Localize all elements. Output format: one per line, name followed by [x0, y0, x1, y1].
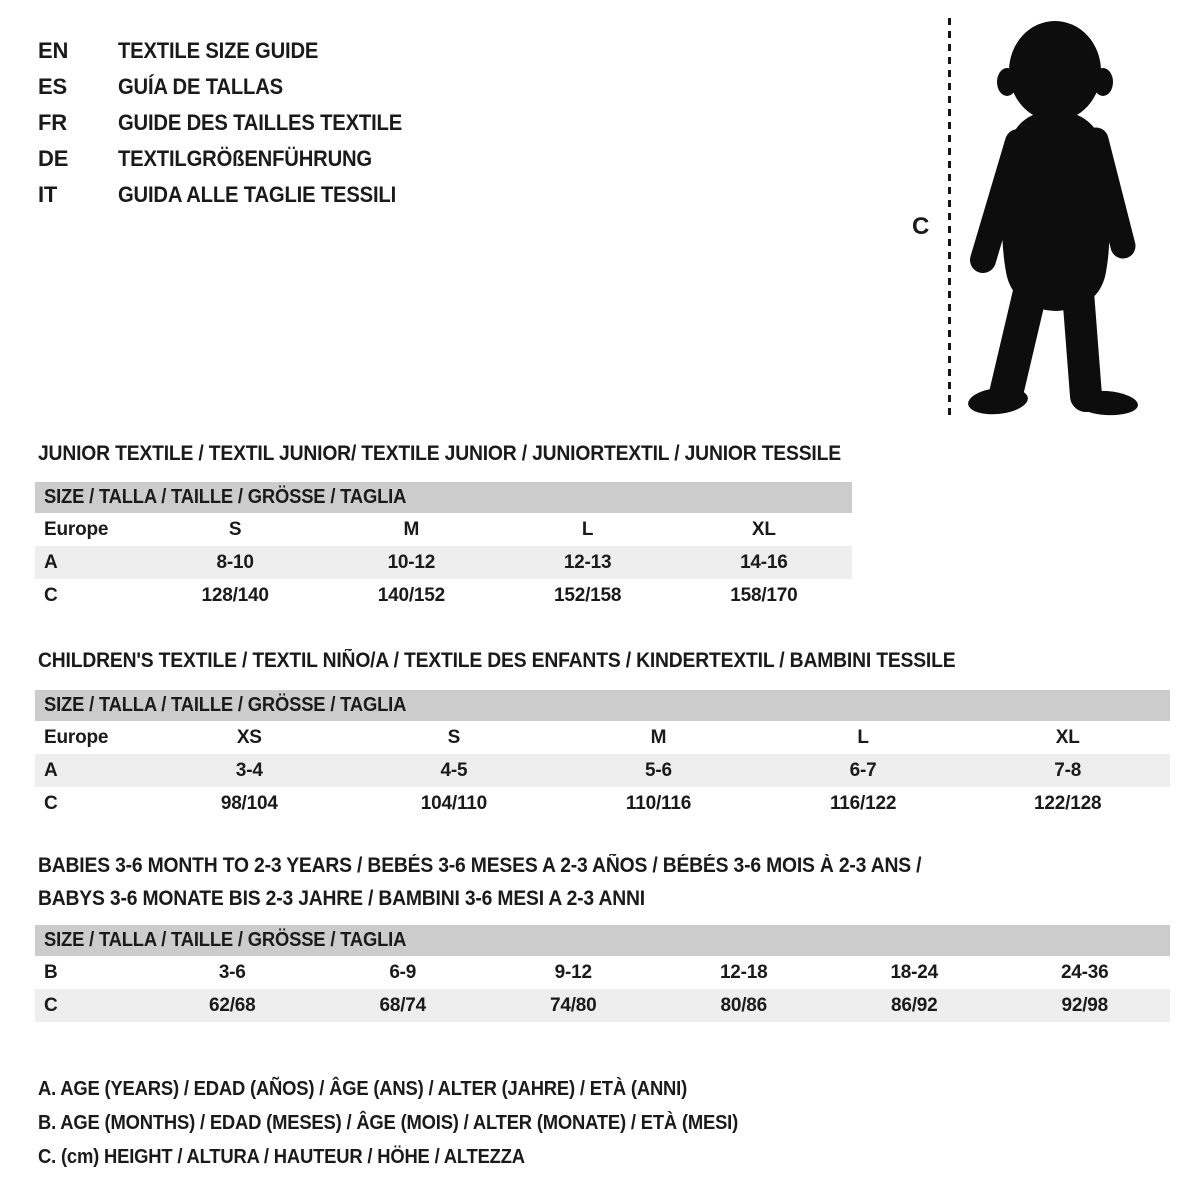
- toddler-silhouette-icon: [956, 14, 1142, 417]
- cell: XL: [1055, 727, 1080, 748]
- cell: XS: [236, 727, 262, 748]
- language-label: TEXTILGRÖßENFÜHRUNG: [118, 146, 372, 171]
- table-row-height: [35, 989, 1170, 1022]
- cell: 24-36: [1060, 962, 1109, 983]
- cell: 14-16: [740, 552, 788, 573]
- height-measure-dashed-line: [948, 18, 951, 415]
- size-table-header: SIZE / TALLA / TAILLE / GRÖSSE / TAGLIA: [35, 925, 1170, 956]
- language-label: TEXTILE SIZE GUIDE: [118, 38, 319, 63]
- legend-line-height: C. (cm) HEIGHT / ALTURA / HAUTEUR / HÖHE / ALTEZZA: [38, 1146, 525, 1168]
- language-label: GUÍA DE TALLAS: [118, 74, 283, 99]
- cell: 7-8: [1054, 760, 1082, 781]
- table-row-age-years: [35, 546, 852, 579]
- language-code: FR: [38, 110, 67, 135]
- height-measure-label: C: [912, 213, 930, 240]
- language-row: [38, 141, 427, 177]
- cell: 98/104: [220, 793, 278, 814]
- cell: 5-6: [645, 760, 672, 781]
- language-label: GUIDE DES TAILLES TEXTILE: [118, 110, 403, 135]
- legend-line-age-months: B. AGE (MONTHS) / EDAD (MESES) / ÂGE (MOIS) / ALTER (MONATE) / ETÀ (MESI): [38, 1112, 739, 1134]
- language-row: [38, 105, 427, 141]
- cell: S: [228, 519, 242, 540]
- language-row: [38, 69, 427, 105]
- row-label: A: [44, 552, 58, 573]
- language-row: [38, 177, 427, 213]
- cell: 140/152: [377, 585, 446, 606]
- cell: 9-12: [554, 962, 592, 983]
- language-code: DE: [38, 146, 69, 171]
- row-label: C: [44, 585, 58, 606]
- cell: 62/68: [208, 995, 256, 1016]
- cell: 86/92: [890, 995, 938, 1016]
- row-label: B: [44, 962, 58, 983]
- cell: XL: [751, 519, 776, 540]
- cell: L: [581, 519, 594, 540]
- row-label: C: [44, 995, 58, 1016]
- cell: 80/86: [720, 995, 768, 1016]
- measurement-legend: [38, 1072, 799, 1174]
- cell: 152/158: [553, 585, 622, 606]
- table-row-age-months: [35, 956, 1170, 989]
- cell: 92/98: [1061, 995, 1109, 1016]
- cell: 10-12: [387, 552, 436, 573]
- babies-size-table: [35, 925, 1170, 1022]
- row-label: C: [44, 793, 58, 814]
- section-title-babies: BABIES 3-6 MONTH TO 2-3 YEARS / BEBÉS 3-6 MESES A 2-3 AÑOS / BÉBÉS 3-6 MOIS À 2-3 ANS / BABYS 3-6 MONATE BIS 2-3 JAHRE / BAMBINI 3-6 MESI A 2-3 ANNI: [38, 854, 922, 910]
- table-row-height: [35, 787, 1170, 820]
- cell: M: [650, 727, 667, 748]
- section-title-junior: JUNIOR TEXTILE / TEXTIL JUNIOR/ TEXTILE JUNIOR / JUNIORTEXTIL / JUNIOR TESSILE: [38, 442, 841, 465]
- cell: 3-4: [235, 760, 263, 781]
- cell: S: [447, 727, 461, 748]
- junior-size-table: [35, 482, 852, 612]
- cell: 158/170: [730, 585, 798, 606]
- table-row-europe: [35, 513, 852, 546]
- cell: 8-10: [216, 552, 254, 573]
- cell: 122/128: [1034, 793, 1102, 814]
- cell: 68/74: [379, 995, 427, 1016]
- language-label: GUIDA ALLE TAGLIE TESSILI: [118, 182, 397, 207]
- cell: L: [857, 727, 869, 748]
- table-row-height: [35, 579, 852, 612]
- section-title-children: CHILDREN'S TEXTILE / TEXTIL NIÑO/A / TEXTILE DES ENFANTS / KINDERTEXTIL / BAMBINI TESSILE: [38, 649, 956, 672]
- legend-line-age-years: A. AGE (YEARS) / EDAD (AÑOS) / ÂGE (ANS) / ALTER (JAHRE) / ETÀ (ANNI): [38, 1078, 688, 1100]
- row-label: Europe: [44, 727, 109, 748]
- table-row-europe: [35, 721, 1170, 754]
- cell: 12-13: [563, 552, 612, 573]
- table-row-age-years: [35, 754, 1170, 787]
- size-table-header: SIZE / TALLA / TAILLE / GRÖSSE / TAGLIA: [35, 690, 1170, 721]
- cell: 128/140: [201, 585, 269, 606]
- row-label: A: [44, 760, 58, 781]
- cell: 12-18: [719, 962, 768, 983]
- language-code: IT: [38, 182, 58, 207]
- language-code: EN: [38, 38, 69, 63]
- language-list: [38, 33, 427, 213]
- cell: 104/110: [420, 793, 487, 814]
- row-label: Europe: [44, 519, 109, 540]
- cell: 6-9: [389, 962, 417, 983]
- children-size-table: [35, 690, 1170, 820]
- cell: M: [403, 519, 420, 540]
- language-row: [38, 33, 427, 69]
- language-code: ES: [38, 74, 67, 99]
- cell: 6-7: [849, 760, 877, 781]
- cell: 3-6: [218, 962, 246, 983]
- size-table-header: SIZE / TALLA / TAILLE / GRÖSSE / TAGLIA: [35, 482, 852, 513]
- cell: 110/116: [625, 793, 692, 814]
- cell: 116/122: [829, 793, 897, 814]
- cell: 4-5: [440, 760, 468, 781]
- cell: 74/80: [549, 995, 597, 1016]
- cell: 18-24: [890, 962, 939, 983]
